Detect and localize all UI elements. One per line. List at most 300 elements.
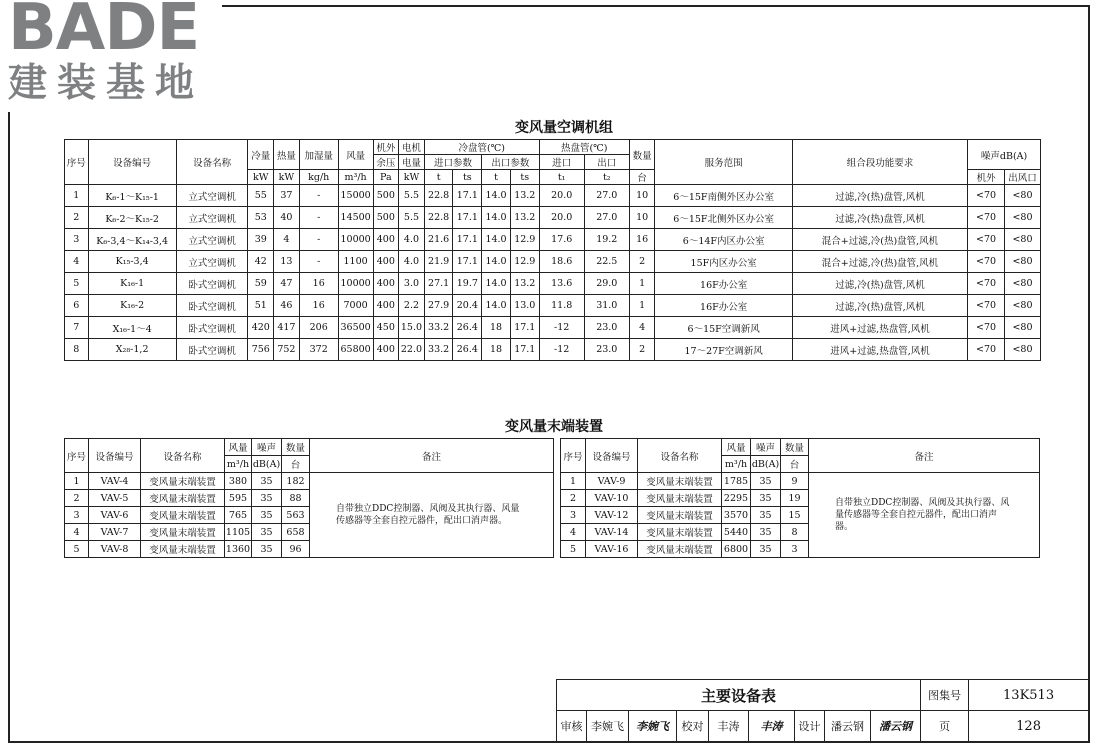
h-service: 服务范围 xyxy=(655,140,792,185)
cell-qty: 2 xyxy=(629,251,655,273)
cell-code: K₁₅-3,4 xyxy=(88,251,176,273)
cell-kw: 2.2 xyxy=(399,295,425,317)
cell-hi: 20.0 xyxy=(539,185,584,207)
cell-qty: 563 xyxy=(282,507,310,524)
cell-kw: 5.5 xyxy=(399,185,425,207)
cell-section: 进风+过滤,热盘管,风机 xyxy=(792,317,967,339)
cell-air: 5440 xyxy=(722,524,751,541)
h2-air-unit: m³/h xyxy=(722,456,751,473)
cell-ci_ts: 17.1 xyxy=(453,229,482,251)
h-cold-out: 出口参数 xyxy=(482,155,539,170)
cell-heat: 37 xyxy=(274,185,300,207)
h-motor-a: 电机 xyxy=(399,140,425,155)
cell-ci_ts: 17.1 xyxy=(453,185,482,207)
cell-pa: 400 xyxy=(373,273,399,295)
cell-heat: 4 xyxy=(274,229,300,251)
cell-qty: 658 xyxy=(282,524,310,541)
cell-air: 2295 xyxy=(722,490,751,507)
cell-noise: 35 xyxy=(751,507,781,524)
cell-code: VAV-14 xyxy=(586,524,638,541)
cell-code: VAV-8 xyxy=(89,541,141,558)
cell-code: VAV-4 xyxy=(89,473,141,490)
check-name: 丰涛 xyxy=(709,711,749,742)
check-signature: 丰涛 xyxy=(749,711,795,742)
cell-section: 混合+过滤,冷(热)盘管,风机 xyxy=(792,229,967,251)
cell-kw: 4.0 xyxy=(399,251,425,273)
cell-air: 3570 xyxy=(722,507,751,524)
cell-service: 16F办公室 xyxy=(655,295,792,317)
table-row xyxy=(561,507,809,524)
h2-qty-unit: 台 xyxy=(282,456,310,473)
cell-no: 1 xyxy=(65,473,89,490)
h-motor-b: 电量 xyxy=(399,155,425,170)
cell-qty: 10 xyxy=(629,185,655,207)
table2-title: 变风量末端装置 xyxy=(505,419,603,435)
table-row xyxy=(561,490,809,507)
cell-name: 卧式空调机 xyxy=(176,317,248,339)
cell-hi: 18.6 xyxy=(539,251,584,273)
cell-name: 立式空调机 xyxy=(176,229,248,251)
unit: m³/h xyxy=(338,170,373,185)
cell-n1: <70 xyxy=(968,207,1005,229)
unit: t xyxy=(482,170,511,185)
h2-noise: 噪声 xyxy=(252,439,282,456)
h-code: 设备编号 xyxy=(88,140,176,185)
cell-ho: 31.0 xyxy=(584,295,629,317)
cell-no: 1 xyxy=(561,473,586,490)
cell-heat: 46 xyxy=(274,295,300,317)
cell-pa: 500 xyxy=(373,185,399,207)
cell-code: VAV-12 xyxy=(586,507,638,524)
cell-no: 8 xyxy=(65,339,89,361)
table-row xyxy=(65,273,1041,295)
cell-no: 4 xyxy=(65,251,89,273)
cell-air: 36500 xyxy=(338,317,373,339)
cell-cool: 51 xyxy=(248,295,274,317)
cell-no: 5 xyxy=(65,541,89,558)
cell-co_t: 14.0 xyxy=(482,295,511,317)
cell-co_ts: 17.1 xyxy=(510,339,539,361)
h2-name: 设备名称 xyxy=(141,439,225,473)
vav-table-right xyxy=(560,438,809,558)
cell-name: 卧式空调机 xyxy=(176,295,248,317)
h-noise: 噪声dB(A) xyxy=(968,140,1041,170)
cell-section: 过滤,冷(热)盘管,风机 xyxy=(792,185,967,207)
vav-table-left xyxy=(64,438,310,558)
cell-cool: 39 xyxy=(248,229,274,251)
title-block xyxy=(556,679,1089,742)
table-row xyxy=(65,524,310,541)
h2-noise-unit: dB(A) xyxy=(252,456,282,473)
cell-ci_ts: 26.4 xyxy=(453,339,482,361)
cell-noise: 35 xyxy=(252,524,282,541)
h2-qty-unit: 台 xyxy=(781,456,809,473)
cell-air: 7000 xyxy=(338,295,373,317)
cell-name: 变风量末端装置 xyxy=(141,541,225,558)
cell-qty: 19 xyxy=(781,490,809,507)
cell-air: 65800 xyxy=(338,339,373,361)
review-signature: 李婉飞 xyxy=(629,711,677,742)
cell-ci_t: 21.6 xyxy=(424,229,453,251)
table-row xyxy=(65,317,1041,339)
cell-co_ts: 13.2 xyxy=(510,185,539,207)
cell-no: 3 xyxy=(561,507,586,524)
cell-ho: 27.0 xyxy=(584,207,629,229)
h-no: 序号 xyxy=(65,140,89,185)
cell-qty: 2 xyxy=(629,339,655,361)
cell-co_t: 14.0 xyxy=(482,207,511,229)
unit: t₂ xyxy=(584,170,629,185)
cell-ho: 27.0 xyxy=(584,185,629,207)
cell-heat: 417 xyxy=(274,317,300,339)
cell-code: K₆-1～K₁₅-1 xyxy=(88,185,176,207)
cell-name: 变风量末端装置 xyxy=(141,490,225,507)
cell-noise: 35 xyxy=(751,473,781,490)
h-static-a: 机外 xyxy=(373,140,399,155)
cell-air: 1785 xyxy=(722,473,751,490)
cell-name: 变风量末端装置 xyxy=(638,524,722,541)
h2-noise-unit: dB(A) xyxy=(751,456,781,473)
cell-co_t: 18 xyxy=(482,339,511,361)
cell-kw: 22.0 xyxy=(399,339,425,361)
cell-heat: 47 xyxy=(274,273,300,295)
cell-kw: 4.0 xyxy=(399,229,425,251)
cell-humid: 16 xyxy=(299,295,338,317)
cell-qty: 10 xyxy=(629,207,655,229)
cell-hi: 20.0 xyxy=(539,207,584,229)
h-qty: 数量 xyxy=(629,140,655,170)
logo xyxy=(0,0,222,112)
cell-humid: - xyxy=(299,185,338,207)
h2-qty: 数量 xyxy=(282,439,310,456)
cell-qty: 3 xyxy=(781,541,809,558)
cell-n2: <80 xyxy=(1005,251,1041,273)
cell-qty: 1 xyxy=(629,273,655,295)
table1-title: 变风量空调机组 xyxy=(515,120,613,136)
table-row xyxy=(65,541,310,558)
cell-air: 380 xyxy=(225,473,252,490)
cell-co_t: 14.0 xyxy=(482,185,511,207)
cell-noise: 35 xyxy=(252,490,282,507)
unit: ts xyxy=(510,170,539,185)
cell-air: 10000 xyxy=(338,229,373,251)
cell-pa: 500 xyxy=(373,207,399,229)
cell-service: 17～27F空调新风 xyxy=(655,339,792,361)
cell-pa: 400 xyxy=(373,251,399,273)
h-cold-coil: 冷盘管(℃) xyxy=(424,140,539,155)
cell-name: 变风量末端装置 xyxy=(638,507,722,524)
h-noise-ret: 出风口 xyxy=(1005,170,1041,185)
cell-air: 1105 xyxy=(225,524,252,541)
cell-cool: 53 xyxy=(248,207,274,229)
cell-co_t: 14.0 xyxy=(482,251,511,273)
cell-code: X₁₆-1～4 xyxy=(88,317,176,339)
cell-section: 过滤,冷(热)盘管,风机 xyxy=(792,207,967,229)
cell-ci_ts: 20.4 xyxy=(453,295,482,317)
cell-n1: <70 xyxy=(968,251,1005,273)
table-row xyxy=(65,185,1041,207)
cell-no: 7 xyxy=(65,317,89,339)
cell-air: 10000 xyxy=(338,273,373,295)
h-static-b: 余压 xyxy=(373,155,399,170)
cell-noise: 35 xyxy=(751,541,781,558)
cell-qty: 15 xyxy=(781,507,809,524)
cell-code: VAV-16 xyxy=(586,541,638,558)
remark-text: 自带独立DDC控制器、风阀及其执行器、风量传感器等全套自控元器件，配出口消声器。 xyxy=(310,473,554,558)
cell-n1: <70 xyxy=(968,229,1005,251)
cell-cool: 42 xyxy=(248,251,274,273)
cell-co_t: 14.0 xyxy=(482,229,511,251)
cell-section: 过滤,冷(热)盘管,风机 xyxy=(792,295,967,317)
cell-hi: -12 xyxy=(539,339,584,361)
cell-service: 6～15F北侧外区办公室 xyxy=(655,207,792,229)
cell-heat: 40 xyxy=(274,207,300,229)
cell-air: 765 xyxy=(225,507,252,524)
cell-code: VAV-9 xyxy=(586,473,638,490)
cell-code: X₂₈-1,2 xyxy=(88,339,176,361)
logo-cn-text: 建装基地 xyxy=(8,61,205,106)
cell-code: VAV-6 xyxy=(89,507,141,524)
h-section: 组合段功能要求 xyxy=(792,140,967,185)
unit: kW xyxy=(248,170,274,185)
cell-kw: 3.0 xyxy=(399,273,425,295)
cell-code: VAV-7 xyxy=(89,524,141,541)
cell-n1: <70 xyxy=(968,295,1005,317)
cell-name: 变风量末端装置 xyxy=(638,541,722,558)
h2-air: 风量 xyxy=(225,439,252,456)
design-signature: 潘云钢 xyxy=(871,711,921,742)
cell-co_ts: 12.9 xyxy=(510,229,539,251)
cell-service: 6～15F南侧外区办公室 xyxy=(655,185,792,207)
review-label: 审核 xyxy=(557,711,587,742)
cell-n2: <80 xyxy=(1005,273,1041,295)
cell-ho: 22.5 xyxy=(584,251,629,273)
cell-name: 立式空调机 xyxy=(176,251,248,273)
unit: kW xyxy=(399,170,425,185)
cell-qty: 96 xyxy=(282,541,310,558)
cell-ci_t: 22.8 xyxy=(424,207,453,229)
cell-cool: 756 xyxy=(248,339,274,361)
cell-hi: 17.6 xyxy=(539,229,584,251)
cell-service: 6～15F空调新风 xyxy=(655,317,792,339)
page-label: 页 xyxy=(921,711,969,742)
cell-humid: - xyxy=(299,207,338,229)
cell-no: 1 xyxy=(65,185,89,207)
vav-remark-left xyxy=(309,438,554,558)
cell-name: 变风量末端装置 xyxy=(141,507,225,524)
cell-pa: 400 xyxy=(373,339,399,361)
cell-ho: 23.0 xyxy=(584,339,629,361)
cell-name: 变风量末端装置 xyxy=(638,473,722,490)
design-label: 设计 xyxy=(795,711,825,742)
cell-code: VAV-10 xyxy=(586,490,638,507)
h2-code: 设备编号 xyxy=(89,439,141,473)
cell-qty: 182 xyxy=(282,473,310,490)
h2-name: 设备名称 xyxy=(638,439,722,473)
cell-name: 立式空调机 xyxy=(176,185,248,207)
cell-code: VAV-5 xyxy=(89,490,141,507)
cell-hi: 13.6 xyxy=(539,273,584,295)
h2-no: 序号 xyxy=(561,439,586,473)
cell-hi: -12 xyxy=(539,317,584,339)
unit: t₁ xyxy=(539,170,584,185)
check-label: 校对 xyxy=(677,711,709,742)
cell-cool: 59 xyxy=(248,273,274,295)
cell-noise: 35 xyxy=(252,541,282,558)
cell-n1: <70 xyxy=(968,273,1005,295)
h-heat: 热量 xyxy=(274,140,300,170)
cell-kw: 15.0 xyxy=(399,317,425,339)
h2-remark: 备注 xyxy=(809,439,1040,473)
cell-co_ts: 17.1 xyxy=(510,317,539,339)
cell-humid: 16 xyxy=(299,273,338,295)
cell-section: 混合+过滤,冷(热)盘管,风机 xyxy=(792,251,967,273)
table-row xyxy=(65,490,310,507)
cell-ci_t: 21.9 xyxy=(424,251,453,273)
unit: ts xyxy=(453,170,482,185)
cell-noise: 35 xyxy=(252,507,282,524)
cell-code: K₁₆-1 xyxy=(88,273,176,295)
h-humid: 加湿量 xyxy=(299,140,338,170)
unit: Pa xyxy=(373,170,399,185)
cell-n2: <80 xyxy=(1005,229,1041,251)
unit: 台 xyxy=(629,170,655,185)
h2-remark: 备注 xyxy=(310,439,554,473)
cell-service: 15F内区办公室 xyxy=(655,251,792,273)
cell-no: 5 xyxy=(561,541,586,558)
cell-co_ts: 13.0 xyxy=(510,295,539,317)
cell-air: 1100 xyxy=(338,251,373,273)
cell-n2: <80 xyxy=(1005,295,1041,317)
cell-air: 15000 xyxy=(338,185,373,207)
cell-code: K₆-3,4～K₁₄-3,4 xyxy=(88,229,176,251)
table-row xyxy=(65,229,1041,251)
cell-ci_t: 27.1 xyxy=(424,273,453,295)
h-cold-in: 进口参数 xyxy=(424,155,481,170)
cell-qty: 16 xyxy=(629,229,655,251)
cell-section: 进风+过滤,热盘管,风机 xyxy=(792,339,967,361)
h-hot-coil: 热盘管(℃) xyxy=(539,140,629,155)
cell-noise: 35 xyxy=(252,473,282,490)
cell-ci_ts: 19.7 xyxy=(453,273,482,295)
h2-air: 风量 xyxy=(722,439,751,456)
cell-code: K₆-2～K₁₅-2 xyxy=(88,207,176,229)
cell-qty: 4 xyxy=(629,317,655,339)
atlas-label: 图集号 xyxy=(921,680,969,711)
cell-air: 1360 xyxy=(225,541,252,558)
table-row xyxy=(65,473,310,490)
cell-no: 5 xyxy=(65,273,89,295)
cell-name: 立式空调机 xyxy=(176,207,248,229)
cell-no: 4 xyxy=(65,524,89,541)
cell-n1: <70 xyxy=(968,339,1005,361)
cell-ci_t: 33.2 xyxy=(424,317,453,339)
cell-ci_t: 22.8 xyxy=(424,185,453,207)
cell-ho: 29.0 xyxy=(584,273,629,295)
h-cool: 冷量 xyxy=(248,140,274,170)
h-name: 设备名称 xyxy=(176,140,248,185)
cell-pa: 450 xyxy=(373,317,399,339)
cell-no: 4 xyxy=(561,524,586,541)
cell-cool: 55 xyxy=(248,185,274,207)
drawing-title: 主要设备表 xyxy=(557,680,921,711)
cell-no: 2 xyxy=(561,490,586,507)
cell-section: 过滤,冷(热)盘管,风机 xyxy=(792,273,967,295)
cell-ci_ts: 26.4 xyxy=(453,317,482,339)
cell-name: 变风量末端装置 xyxy=(141,524,225,541)
cell-air: 595 xyxy=(225,490,252,507)
cell-ci_t: 33.2 xyxy=(424,339,453,361)
review-name: 李婉飞 xyxy=(587,711,629,742)
logo-brand: BADE xyxy=(8,0,200,65)
cell-name: 变风量末端装置 xyxy=(638,490,722,507)
cell-co_ts: 13.2 xyxy=(510,207,539,229)
cell-service: 16F办公室 xyxy=(655,273,792,295)
cell-humid: 206 xyxy=(299,317,338,339)
vav-remark-right xyxy=(808,438,1040,558)
unit: kW xyxy=(274,170,300,185)
remark-text: 自带独立DDC控制器、风阀及其执行器、风量传感器等全套自控元器件，配出口消声器。 xyxy=(809,473,1040,558)
cell-ho: 19.2 xyxy=(584,229,629,251)
h-noise-out: 机外 xyxy=(968,170,1005,185)
table-row xyxy=(561,524,809,541)
cell-no: 2 xyxy=(65,490,89,507)
table-row xyxy=(561,473,809,490)
cell-pa: 400 xyxy=(373,229,399,251)
cell-co_t: 18 xyxy=(482,317,511,339)
cell-humid: - xyxy=(299,251,338,273)
ahu-table xyxy=(64,139,1041,361)
table-row xyxy=(65,507,310,524)
cell-n1: <70 xyxy=(968,185,1005,207)
cell-qty: 8 xyxy=(781,524,809,541)
cell-n1: <70 xyxy=(968,317,1005,339)
cell-ho: 23.0 xyxy=(584,317,629,339)
cell-hi: 11.8 xyxy=(539,295,584,317)
page-number: 128 xyxy=(969,711,1089,742)
cell-kw: 5.5 xyxy=(399,207,425,229)
cell-co_ts: 13.2 xyxy=(510,273,539,295)
unit: kg/h xyxy=(299,170,338,185)
h2-code: 设备编号 xyxy=(586,439,638,473)
table-row xyxy=(561,541,809,558)
cell-service: 6～14F内区办公室 xyxy=(655,229,792,251)
atlas-number: 13K513 xyxy=(969,680,1089,711)
cell-heat: 752 xyxy=(274,339,300,361)
table-row xyxy=(65,295,1041,317)
h-hot-in: 进口 xyxy=(539,155,584,170)
table-row xyxy=(65,339,1041,361)
cell-heat: 13 xyxy=(274,251,300,273)
cell-no: 6 xyxy=(65,295,89,317)
cell-n2: <80 xyxy=(1005,185,1041,207)
cell-no: 3 xyxy=(65,507,89,524)
cell-n2: <80 xyxy=(1005,339,1041,361)
cell-ci_t: 27.9 xyxy=(424,295,453,317)
drawing-frame xyxy=(8,5,1090,743)
cell-name: 卧式空调机 xyxy=(176,339,248,361)
cell-cool: 420 xyxy=(248,317,274,339)
h2-qty: 数量 xyxy=(781,439,809,456)
cell-name: 变风量末端装置 xyxy=(141,473,225,490)
cell-name: 卧式空调机 xyxy=(176,273,248,295)
cell-co_ts: 12.9 xyxy=(510,251,539,273)
cell-humid: - xyxy=(299,229,338,251)
unit: t xyxy=(424,170,453,185)
cell-ci_ts: 17.1 xyxy=(453,251,482,273)
h2-noise: 噪声 xyxy=(751,439,781,456)
cell-qty: 9 xyxy=(781,473,809,490)
